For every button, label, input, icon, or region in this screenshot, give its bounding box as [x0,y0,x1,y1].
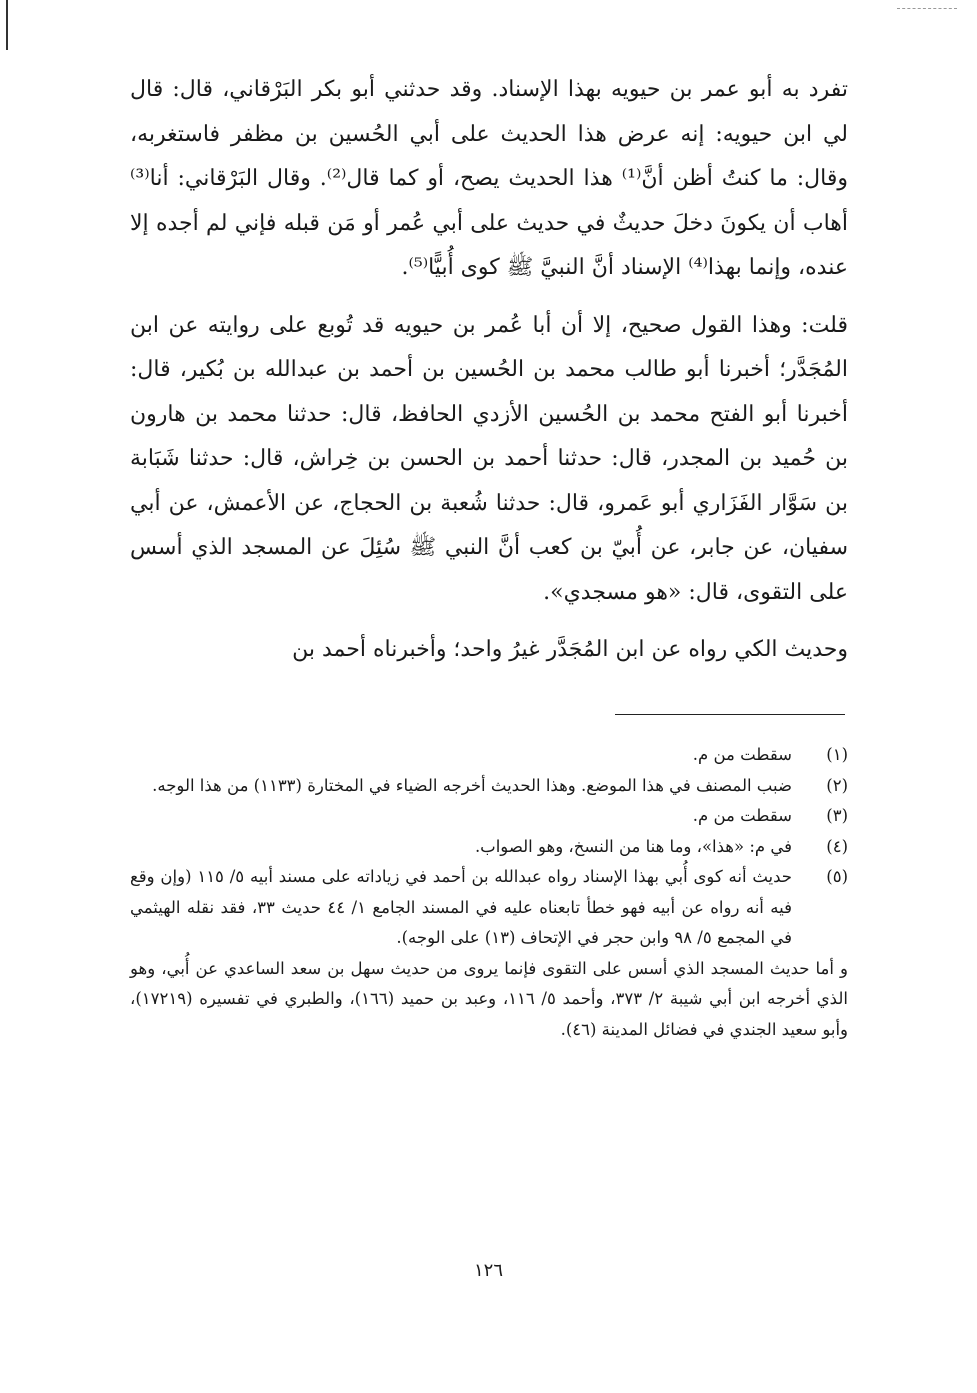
footnote-number: (١) [826,745,848,764]
footnote-1 [130,740,848,771]
footnote-text: حديث أنه كوى أُبي بهذا الإسناد رواه عبدالله بن أحمد في زياداته على مسند أبيه ٥/ ١١٥ (وإن وقع فيه أنه رواه عن أبيه فهو خطأ تابعناه عليه في المسند الجامع ١/ ٤٤ حديث ٣٣، فقد نقله الهيثمي في المجمع ٥/ ٩٨ وابن حجر في الإتحاف (١٣) على الوجه). [130,867,793,947]
footnote-number: (٥) [826,867,848,886]
scan-edge-mark-top [897,8,957,10]
footnote-text: سقطت من م. [692,806,792,825]
paragraph-3: وحديث الكي رواه عن ابن المُجَدَّر غيرُ واحد؛ وأخبرناه أحمد بن [292,637,848,662]
footnote-text: في م: «هذا»، وما هنا من النسخ، وهو الصواب. [474,836,792,856]
footnote-text: ضبب المصنف في هذا الموضع. وهذا الحديث أخرجه الضياء في المختارة (١١٣٣) من هذا الوجه. [152,775,792,795]
footnote-2 [130,771,848,802]
footnote-text: سقطت من م. [692,745,792,764]
scan-edge-mark [6,0,8,50]
footnote-5 [130,862,848,954]
footnote-number: (٢) [826,775,848,795]
footnote-3 [130,801,848,832]
paragraph-1: تفرد به أبو عمر بن حيويه بهذا الإسناد. وقد حدثني أبو بكر البَرْقاني، قال: قال لي ابن حيويه: إنه عرض هذا الحديث على أبي الحُسين بن مظفر فاستغربه، وقال: ما كنتُ أظن أنَّ⁽¹⁾ هذا الحديث يصح، أو كما قال⁽²⁾. وقال البَرْقاني: أنا⁽³⁾ أهاب أن يكونَ دخلَ حديثٌ في حديث على أبي عُمر أو مَن قبله فإني لم أجده إلا عنده، وإنما بهذا⁽⁴⁾ الإسناد أنَّ النبيَّ ﷺ كوى أُبيًّا⁽⁵⁾. [130,77,849,280]
footnote-separator [615,714,845,715]
main-text [130,68,848,673]
footnote-4 [130,832,848,863]
page-number: ١٢٦ [473,1260,503,1281]
footnotes [130,740,848,1045]
footnote-continuation: و أما حديث المسجد الذي أسس على التقوى فإنما يروى من حديث سهل بن سعد الساعدي عن أُبي، وهو الذي أخرجه ابن أبي شيبة ٢/ ٣٧٣، وأحمد ٥/ ١١٦، وعبد بن حميد (١٦٦)، والطبري في تفسيره (١٧٢١٩)، وأبو سعيد الجندي في فضائل المدينة (٤٦). [130,958,848,1039]
footnote-number: (٣) [826,806,848,825]
paragraph-2: قلت: وهذا القول صحيح، إلا أن أبا عُمر بن حيويه قد تُوبع على روايته عن ابن المُجَدَّر؛ أخبرنا أبو طالب محمد بن الحُسين بن أحمد بن عبدالله بن بُكير، قال: أخبرنا أبو الفتح محمد بن الحُسين الأزدي الحافظ، قال: حدثنا محمد بن هارون بن حُميد بن المجدر، قال: حدثنا أحمد بن الحسن بن خِراش، قال: حدثنا شَبَابة بن سَوَّار الفَزَاري أبو عَمرو، قال: حدثنا شُعبة بن الحجاج، عن الأعمش، عن أبي سفيان، عن جابر، عن أُبيّ بن كعب أنَّ النبي ﷺ سُئِلَ عن المسجد الذي أسس على التقوى، قال: «هو مسجدي». [130,312,848,605]
footnote-number: (٤) [826,836,848,856]
